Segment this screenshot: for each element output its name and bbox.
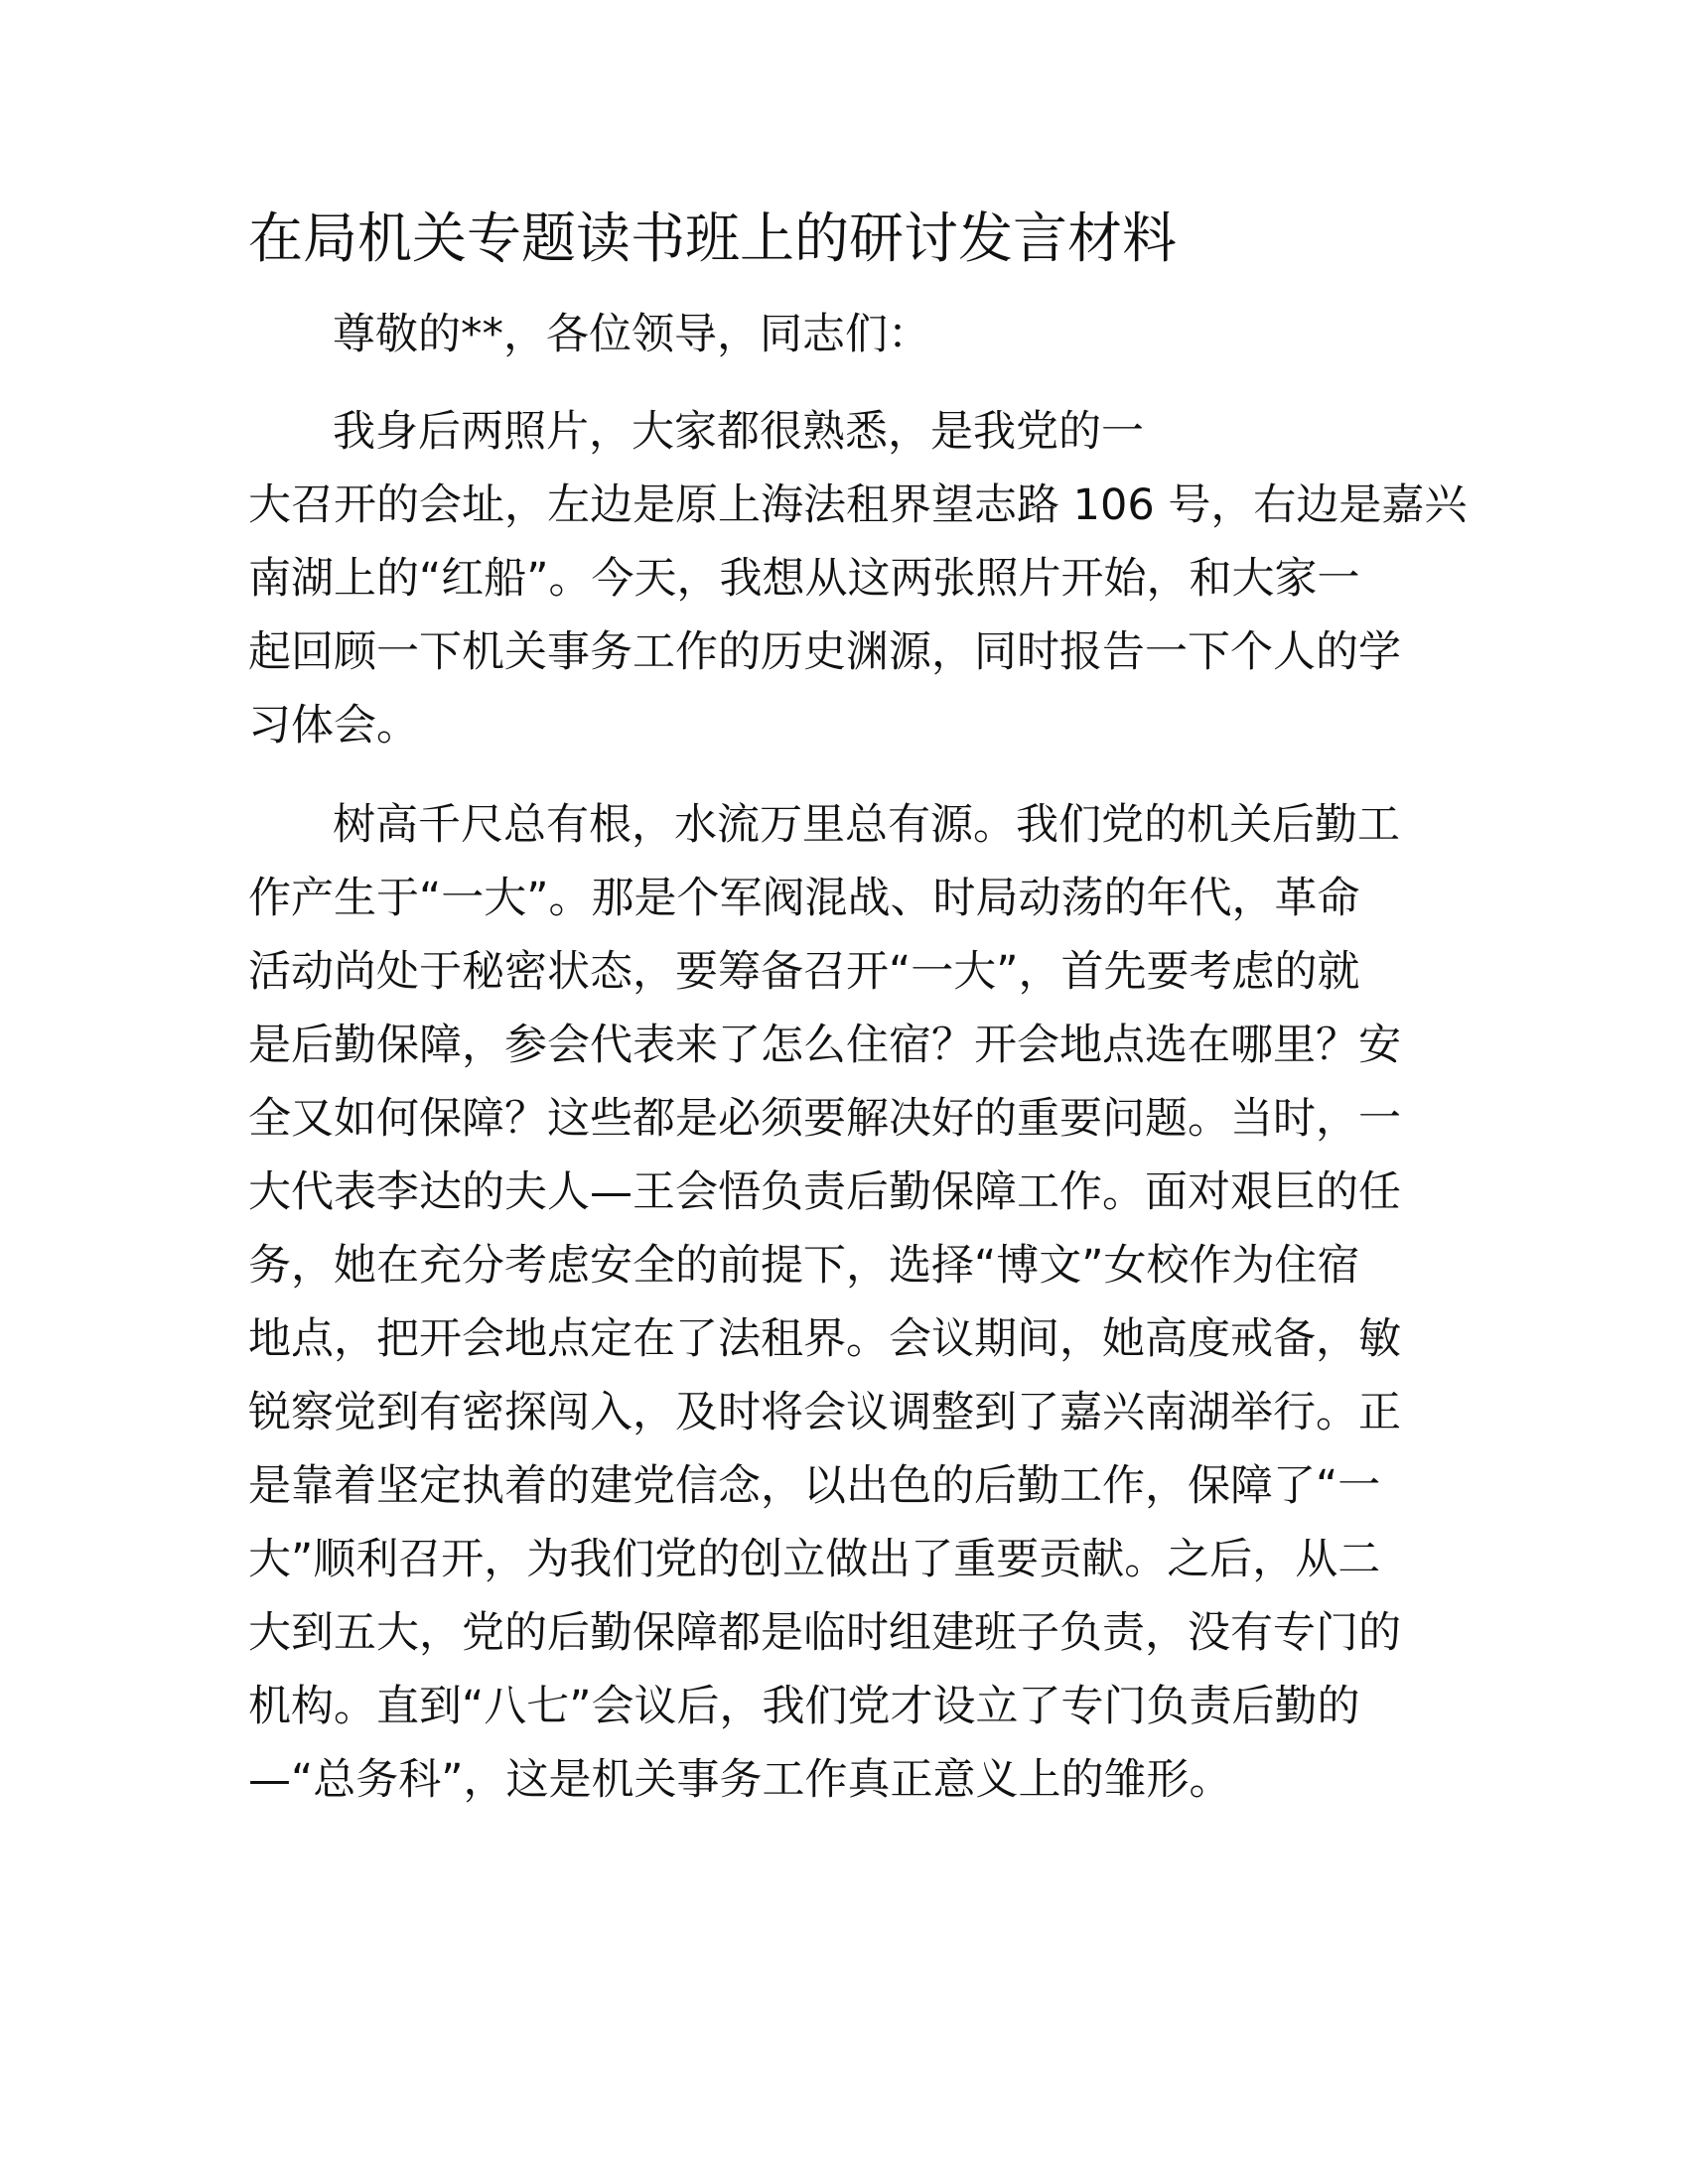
paragraph-2-line-4: 是后勤保障，参会代表来了怎么住宿？开会地点选在哪里？安 — [248, 1021, 1401, 1070]
paragraph-1-line-5: 习体会。 — [248, 701, 419, 751]
paragraph-2-line-5: 全又如何保障？这些都是必须要解决好的重要问题。当时，一 — [248, 1094, 1401, 1144]
paragraph-2-line-2: 作产生于“一大”。那是个军阀混战、时局动荡的年代，革命 — [248, 874, 1360, 923]
paragraph-2-line-12: 大到五大，党的后勤保障都是临时组建班子负责，没有专门的 — [248, 1608, 1401, 1658]
paragraph-2-line-8: 地点，把开会地点定在了法租界。会议期间，她高度戒备，敏 — [248, 1314, 1401, 1364]
paragraph-2-line-13: 机构。直到“八七”会议后，我们党才设立了专门负责后勤的 — [248, 1682, 1360, 1731]
document-title: 在局机关专题读书班上的研讨发言材料 — [248, 206, 1178, 270]
paragraph-2-line-3: 活动尚处于秘密状态，要筹备召开“一大”，首先要考虑的就 — [248, 947, 1360, 997]
paragraph-1-line-3: 南湖上的“红船”。今天，我想从这两张照片开始，和大家一 — [248, 554, 1360, 604]
paragraph-2-line-11: 大”顺利召开，为我们党的创立做出了重要贡献。之后，从二 — [248, 1535, 1381, 1584]
salutation: 尊敬的**，各位领导，同志们： — [333, 310, 930, 359]
paragraph-1-line-2: 大召开的会址，左边是原上海法租界望志路 106 号，右边是嘉兴 — [248, 480, 1468, 530]
paragraph-2-line-7: 务，她在充分考虑安全的前提下，选择“博文”女校作为住宿 — [248, 1241, 1360, 1291]
paragraph-2-line-1: 树高千尺总有根，水流万里总有源。我们党的机关后勤工 — [333, 800, 1400, 850]
paragraph-2-line-10: 是靠着坚定执着的建党信念，以出色的后勤工作，保障了“一 — [248, 1461, 1381, 1511]
paragraph-1-line-4: 起回顾一下机关事务工作的历史渊源，同时报告一下个人的学 — [248, 627, 1401, 677]
paragraph-1-line-1: 我身后两照片，大家都很熟悉，是我党的一 — [333, 407, 1144, 457]
paragraph-2-line-9: 锐察觉到有密探闯入，及时将会议调整到了嘉兴南湖举行。正 — [248, 1388, 1401, 1437]
paragraph-2-line-6: 大代表李达的夫人—王会悟负责后勤保障工作。面对艰巨的任 — [248, 1167, 1401, 1217]
paragraph-2-line-14: —“总务科”，这是机关事务工作真正意义上的雏形。 — [248, 1755, 1232, 1805]
